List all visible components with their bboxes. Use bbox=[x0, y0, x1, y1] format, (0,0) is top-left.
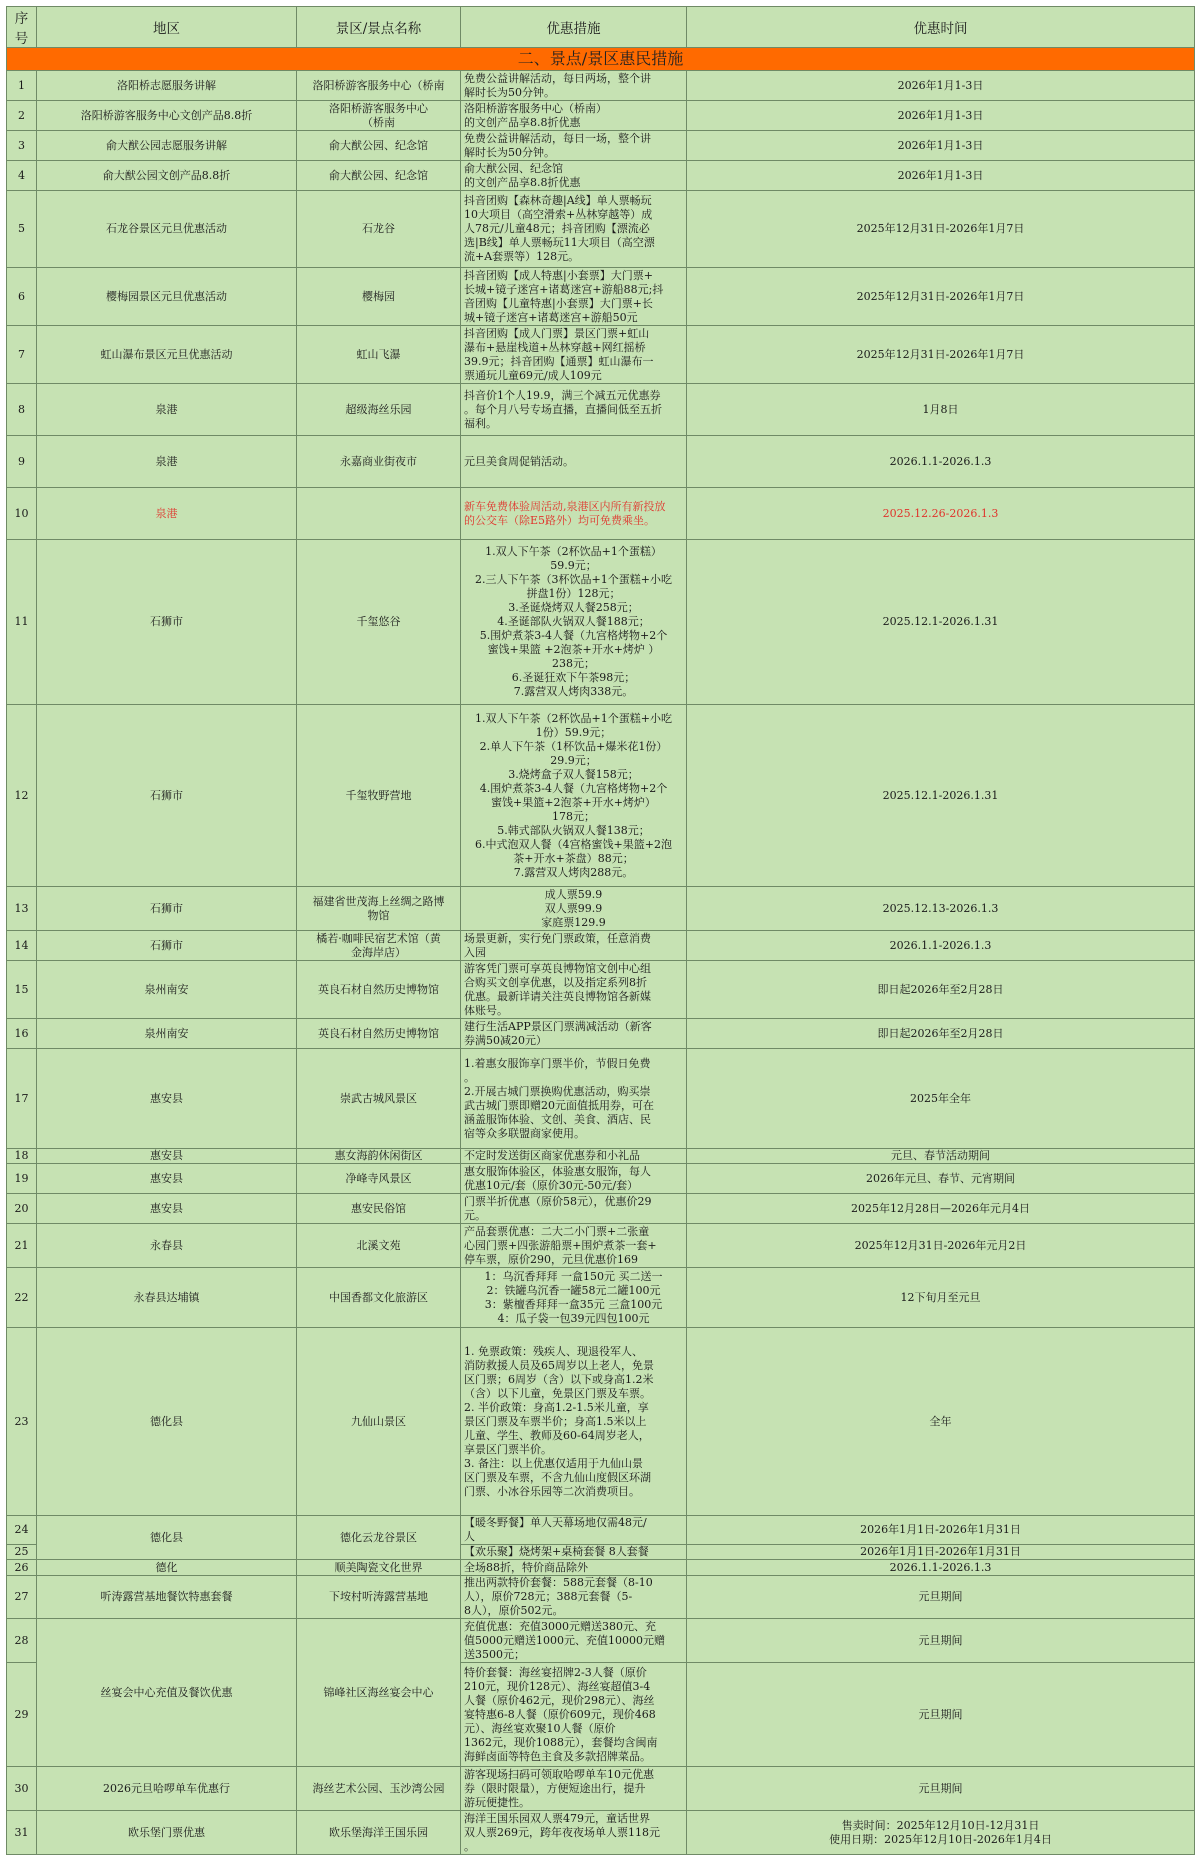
title-row bbox=[7, 48, 1195, 71]
cell-time[interactable]: 全年 bbox=[687, 1328, 1195, 1516]
cell-region[interactable]: 樱梅园景区元旦优惠活动 bbox=[37, 268, 297, 326]
cell-time[interactable]: 2025年12月31日-2026年1月7日 bbox=[687, 326, 1195, 384]
discount-table bbox=[6, 6, 1195, 1855]
cell-measure[interactable]: 不定时发送街区商家优惠券和小礼品 bbox=[461, 1149, 687, 1164]
table-row bbox=[7, 1268, 1195, 1328]
cell-spot[interactable]: 北溪文苑 bbox=[297, 1224, 461, 1268]
cell-time[interactable]: 2025.12.13-2026.1.3 bbox=[687, 887, 1195, 931]
cell-time[interactable]: 2026年元旦、春节、元宵期间 bbox=[687, 1164, 1195, 1194]
header-spot: 景区/景点名称 bbox=[297, 7, 461, 48]
cell-region[interactable]: 德化 bbox=[37, 1560, 297, 1576]
cell-spot[interactable]: 海丝艺术公园、玉沙湾公园 bbox=[297, 1767, 461, 1811]
cell-region[interactable]: 听涛露营基地餐饮特惠套餐 bbox=[37, 1576, 297, 1619]
cell-region[interactable]: 俞大猷公园文创产品8.8折 bbox=[37, 161, 297, 191]
cell-measure[interactable]: 海洋王国乐园双人票479元，童话世界 双人票269元，跨年夜夜场单人票118元 。 bbox=[461, 1811, 687, 1855]
cell-measure[interactable]: 抖音团购【成人门票】景区门票+虹山 瀑布+悬崖栈道+丛林穿越+网红摇桥 39.9元；抖音团购【通票】虹山瀑布一 票通玩儿童69元/成人109元 bbox=[461, 326, 687, 384]
cell-region[interactable]: 石龙谷景区元旦优惠活动 bbox=[37, 191, 297, 268]
cell-region[interactable]: 泉港 bbox=[37, 436, 297, 488]
cell-no[interactable]: 16 bbox=[7, 1019, 37, 1049]
table-row bbox=[7, 705, 1195, 887]
table-row bbox=[7, 326, 1195, 384]
table-row bbox=[7, 384, 1195, 436]
cell-spot[interactable]: 石龙谷 bbox=[297, 191, 461, 268]
cell-no[interactable]: 15 bbox=[7, 961, 37, 1019]
cell-time[interactable]: 元旦期间 bbox=[687, 1663, 1195, 1767]
cell-time[interactable]: 2026年1月1-3日 bbox=[687, 161, 1195, 191]
cell-region[interactable]: 洛阳桥游客服务中心文创产品8.8折 bbox=[37, 101, 297, 131]
table-row bbox=[7, 71, 1195, 101]
cell-measure[interactable]: 抖音团购【森林奇趣|A线】单人票畅玩 10大项目（高空滑索+丛林穿越等）成 人78元/儿童48元；抖音团购【漂流必 选|B线】单人票畅玩11大项目（高空漂 流+A套票等）128元。 bbox=[461, 191, 687, 268]
cell-no[interactable]: 29 bbox=[7, 1663, 37, 1767]
cell-no[interactable]: 13 bbox=[7, 887, 37, 931]
cell-region[interactable]: 丝宴会中心充值及餐饮优惠 bbox=[37, 1619, 297, 1767]
cell-region[interactable]: 惠安县 bbox=[37, 1164, 297, 1194]
cell-no[interactable]: 11 bbox=[7, 540, 37, 705]
cell-time[interactable]: 2025年12月31日-2026年元月2日 bbox=[687, 1224, 1195, 1268]
cell-region[interactable]: 石狮市 bbox=[37, 931, 297, 961]
cell-measure[interactable]: 全场88折，特价商品除外 bbox=[461, 1560, 687, 1576]
cell-time[interactable]: 2025年12月31日-2026年1月7日 bbox=[687, 191, 1195, 268]
cell-spot[interactable]: 洛阳桥游客服务中心（桥南 bbox=[297, 71, 461, 101]
sheet-title: 二、景点/景区惠民措施 bbox=[7, 48, 1195, 71]
cell-region[interactable]: 惠安县 bbox=[37, 1049, 297, 1149]
table-row bbox=[7, 1149, 1195, 1164]
cell-no[interactable]: 8 bbox=[7, 384, 37, 436]
cell-time[interactable]: 元旦、春节活动期间 bbox=[687, 1149, 1195, 1164]
cell-no[interactable]: 17 bbox=[7, 1049, 37, 1149]
table-row bbox=[7, 101, 1195, 131]
cell-region[interactable]: 石狮市 bbox=[37, 540, 297, 705]
cell-no[interactable]: 30 bbox=[7, 1767, 37, 1811]
cell-no[interactable]: 26 bbox=[7, 1560, 37, 1576]
cell-time[interactable]: 即日起2026年至2月28日 bbox=[687, 961, 1195, 1019]
cell-measure[interactable]: 充值优惠：充值3000元赠送380元、充 值5000元赠送1000元、充值10000元赠 送3500元； bbox=[461, 1619, 687, 1663]
cell-spot[interactable]: 崇武古城风景区 bbox=[297, 1049, 461, 1149]
cell-time[interactable]: 即日起2026年至2月28日 bbox=[687, 1019, 1195, 1049]
cell-spot[interactable]: 中国香都文化旅游区 bbox=[297, 1268, 461, 1328]
cell-spot[interactable]: 橘若·咖啡民宿艺术馆（黄 金海岸店） bbox=[297, 931, 461, 961]
spreadsheet bbox=[6, 6, 1194, 1855]
cell-region[interactable]: 2026元旦哈啰单车优惠行 bbox=[37, 1767, 297, 1811]
cell-time[interactable]: 2026年1月1-3日 bbox=[687, 131, 1195, 161]
cell-measure[interactable]: 1. 免票政策：残疾人、现退役军人、 消防救援人员及65周岁以上老人，免景 区门票；6周岁（含）以下或身高1.2米 （含）以下儿童，免景区门票及车票。 2. 半价政策：身高1.2-1.5米儿童，享 景区门票及车票半价；身高1.5米以上 儿童、学生、教师及60-64周岁老人， 享景区门票半价。 3. 备注：以上优惠仅适用于九仙山景 区门票及车票，不含九仙山度假区环湖 门票、小冰谷乐园等二次消费项目。 bbox=[461, 1328, 687, 1516]
cell-measure[interactable]: 特价套餐：海丝宴招牌2-3人餐（原价 210元，现价128元）、海丝宴超值3-4 人餐（原价462元，现价298元）、海丝 宴特惠6-8人餐（原价609元，现价468 元）、海丝宴欢聚10人餐（原价 1362元，现价1088元），套餐均含闽南 海鲜卤面等特色主食及多款招牌菜品。 bbox=[461, 1663, 687, 1767]
header-no: 序 号 bbox=[7, 7, 37, 48]
cell-region[interactable]: 泉港 bbox=[37, 488, 297, 540]
cell-time[interactable]: 2026.1.1-2026.1.3 bbox=[687, 436, 1195, 488]
cell-region[interactable]: 惠安县 bbox=[37, 1149, 297, 1164]
cell-no[interactable]: 25 bbox=[7, 1545, 37, 1560]
cell-no[interactable]: 28 bbox=[7, 1619, 37, 1663]
table-row bbox=[7, 1019, 1195, 1049]
cell-spot[interactable]: 俞大猷公园、纪念馆 bbox=[297, 131, 461, 161]
cell-measure[interactable]: 抖音价1个人19.9，满三个减五元优惠券 。每个月八号专场直播，直播间低至五折 福利。 bbox=[461, 384, 687, 436]
table-row bbox=[7, 436, 1195, 488]
cell-region[interactable]: 欧乐堡门票优惠 bbox=[37, 1811, 297, 1855]
table-row bbox=[7, 1576, 1195, 1619]
table-row bbox=[7, 1767, 1195, 1811]
cell-spot[interactable]: 俞大猷公园、纪念馆 bbox=[297, 161, 461, 191]
cell-no[interactable]: 12 bbox=[7, 705, 37, 887]
cell-time[interactable]: 2025.12.26-2026.1.3 bbox=[687, 488, 1195, 540]
cell-time[interactable]: 2025.12.1-2026.1.31 bbox=[687, 705, 1195, 887]
cell-measure[interactable]: 成人票59.9 双人票99.9 家庭票129.9 bbox=[461, 887, 687, 931]
cell-region[interactable]: 泉州南安 bbox=[37, 1019, 297, 1049]
cell-no[interactable]: 14 bbox=[7, 931, 37, 961]
cell-spot[interactable]: 净峰寺风景区 bbox=[297, 1164, 461, 1194]
cell-no[interactable]: 31 bbox=[7, 1811, 37, 1855]
cell-spot[interactable]: 惠女海韵休闲街区 bbox=[297, 1149, 461, 1164]
cell-no[interactable]: 7 bbox=[7, 326, 37, 384]
cell-no[interactable]: 6 bbox=[7, 268, 37, 326]
table-row bbox=[7, 131, 1195, 161]
cell-spot[interactable]: 超级海丝乐园 bbox=[297, 384, 461, 436]
cell-time[interactable]: 元旦期间 bbox=[687, 1767, 1195, 1811]
cell-no[interactable]: 9 bbox=[7, 436, 37, 488]
cell-spot[interactable]: 洛阳桥游客服务中心 （桥南 bbox=[297, 101, 461, 131]
cell-time[interactable]: 售卖时间：2025年12月10日-12月31日 使用日期：2025年12月10日-2026年1月4日 bbox=[687, 1811, 1195, 1855]
cell-time[interactable]: 12下旬月至元旦 bbox=[687, 1268, 1195, 1328]
table-row bbox=[7, 1516, 1195, 1545]
cell-measure[interactable]: 免费公益讲解活动，每日两场，整个讲 解时长为50分钟。 bbox=[461, 71, 687, 101]
table-row bbox=[7, 1194, 1195, 1224]
cell-no[interactable]: 19 bbox=[7, 1164, 37, 1194]
cell-measure[interactable]: 推出两款特价套餐：588元套餐（8-10 人），原价728元；388元套餐（5- 8人），原价502元。 bbox=[461, 1576, 687, 1619]
cell-time[interactable]: 2026.1.1-2026.1.3 bbox=[687, 931, 1195, 961]
table-row bbox=[7, 1224, 1195, 1268]
cell-region[interactable]: 德化县 bbox=[37, 1328, 297, 1516]
cell-region[interactable]: 惠安县 bbox=[37, 1194, 297, 1224]
cell-time[interactable]: 2026年1月1-3日 bbox=[687, 101, 1195, 131]
cell-measure[interactable]: 游客现场扫码可领取哈啰单车10元优惠 券（限时限量），方便短途出行，提升 游玩便捷性。 bbox=[461, 1767, 687, 1811]
header-region: 地区 bbox=[37, 7, 297, 48]
cell-measure[interactable]: 【暖冬野餐】单人天幕场地仅需48元/ 人 bbox=[461, 1516, 687, 1545]
cell-measure[interactable]: 1.双人下午茶（2杯饮品+1个蛋糕） 59.9元； 2.三人下午茶（3杯饮品+1个蛋糕+小吃 拼盘1份）128元； 3.圣诞烧烤双人餐258元； 4.圣诞部队火锅双人餐188元； 5.围炉煮茶3-4人餐（九宫格烤物+2个 蜜饯+果篮 +2泡茶+开水+烤炉 ） 238元； 6.圣诞狂欢下午茶98元； 7.露营双人烤肉338元。 bbox=[461, 540, 687, 705]
cell-measure[interactable]: 门票半折优惠（原价58元），优惠价29 元。 bbox=[461, 1194, 687, 1224]
cell-measure[interactable]: 1.着惠女服饰享门票半价，节假日免费 。 2.开展古城门票换购优惠活动，购买崇 武古城门票即赠20元面值抵用券，可在 涵盖服饰体验、文创、美食、酒店、民 宿等众多联盟商家使用。 bbox=[461, 1049, 687, 1149]
header-measure: 优惠措施 bbox=[461, 7, 687, 48]
table-row bbox=[7, 1164, 1195, 1194]
cell-region[interactable]: 泉州南安 bbox=[37, 961, 297, 1019]
header-time: 优惠时间 bbox=[687, 7, 1195, 48]
cell-spot[interactable]: 福建省世茂海上丝绸之路博 物馆 bbox=[297, 887, 461, 931]
table-row bbox=[7, 1049, 1195, 1149]
table-row bbox=[7, 540, 1195, 705]
table-row bbox=[7, 191, 1195, 268]
cell-region[interactable]: 俞大猷公园志愿服务讲解 bbox=[37, 131, 297, 161]
table-row bbox=[7, 1811, 1195, 1855]
cell-no[interactable]: 22 bbox=[7, 1268, 37, 1328]
table-row bbox=[7, 1560, 1195, 1576]
cell-time[interactable]: 元旦期间 bbox=[687, 1576, 1195, 1619]
cell-time[interactable]: 2025年12月28日—2026年元月4日 bbox=[687, 1194, 1195, 1224]
cell-spot[interactable]: 九仙山景区 bbox=[297, 1328, 461, 1516]
cell-spot[interactable]: 樱梅园 bbox=[297, 268, 461, 326]
table-row bbox=[7, 887, 1195, 931]
cell-measure[interactable]: 建行生活APP景区门票满减活动（新客 券满50减20元） bbox=[461, 1019, 687, 1049]
cell-time[interactable]: 2026年1月1-3日 bbox=[687, 71, 1195, 101]
cell-no[interactable]: 27 bbox=[7, 1576, 37, 1619]
cell-measure[interactable]: 新车免费体验周活动,泉港区内所有新投放 的公交车（除E5路外）均可免费乘坐。 bbox=[461, 488, 687, 540]
table-row bbox=[7, 161, 1195, 191]
cell-spot[interactable]: 锦峰社区海丝宴会中心 bbox=[297, 1619, 461, 1767]
cell-time[interactable]: 元旦期间 bbox=[687, 1619, 1195, 1663]
cell-measure[interactable]: 洛阳桥游客服务中心（桥南） 的文创产品享8.8折优惠 bbox=[461, 101, 687, 131]
cell-measure[interactable]: 抖音团购【成人特惠|小套票】大门票+ 长城+镜子迷宫+诸葛迷宫+游船88元;抖 音团购【儿童特惠|小套票】大门票+长 城+镜子迷宫+诸葛迷宫+游船50元 bbox=[461, 268, 687, 326]
cell-spot[interactable]: 欧乐堡海洋王国乐园 bbox=[297, 1811, 461, 1855]
cell-no[interactable]: 20 bbox=[7, 1194, 37, 1224]
cell-measure[interactable]: 【欢乐聚】烧烤架+桌椅套餐 8人套餐 bbox=[461, 1545, 687, 1560]
cell-time[interactable]: 1月8日 bbox=[687, 384, 1195, 436]
cell-no[interactable]: 21 bbox=[7, 1224, 37, 1268]
cell-time[interactable]: 2025.12.1-2026.1.31 bbox=[687, 540, 1195, 705]
cell-measure[interactable]: 俞大猷公园、纪念馆 的文创产品享8.8折优惠 bbox=[461, 161, 687, 191]
cell-time[interactable]: 2026年1月1日-2026年1月31日 bbox=[687, 1516, 1195, 1545]
cell-measure[interactable]: 1.双人下午茶（2杯饮品+1个蛋糕+小吃 1份）59.9元； 2.单人下午茶（1杯饮品+爆米花1份） 29.9元； 3.烧烤盒子双人餐158元； 4.围炉煮茶3-4人餐（九宫格烤物+2个 蜜饯+果篮+2泡茶+开水+烤炉） 178元； 5.韩式部队火锅双人餐138元； 6.中式泡双人餐（4宫格蜜饯+果篮+2泡 茶+开水+茶盘）88元； 7.露营双人烤肉288元。 bbox=[461, 705, 687, 887]
cell-measure[interactable]: 游客凭门票可享英良博物馆文创中心组 合购买文创享优惠，以及指定系列8折 优惠。最新详请关注英良博物馆各新媒 体账号。 bbox=[461, 961, 687, 1019]
cell-spot[interactable]: 惠安民俗馆 bbox=[297, 1194, 461, 1224]
table-row bbox=[7, 1328, 1195, 1516]
cell-region[interactable]: 虹山瀑布景区元旦优惠活动 bbox=[37, 326, 297, 384]
table-row bbox=[7, 961, 1195, 1019]
cell-no[interactable]: 18 bbox=[7, 1149, 37, 1164]
cell-no[interactable]: 24 bbox=[7, 1516, 37, 1545]
cell-no[interactable]: 4 bbox=[7, 161, 37, 191]
cell-spot[interactable]: 英良石材自然历史博物馆 bbox=[297, 961, 461, 1019]
cell-region[interactable]: 永春县达埔镇 bbox=[37, 1268, 297, 1328]
cell-spot[interactable]: 下垵村听涛露营基地 bbox=[297, 1576, 461, 1619]
cell-spot[interactable]: 虹山飞瀑 bbox=[297, 326, 461, 384]
cell-spot[interactable]: 德化云龙谷景区 bbox=[297, 1516, 461, 1560]
cell-spot[interactable]: 千玺悠谷 bbox=[297, 540, 461, 705]
cell-region[interactable]: 德化县 bbox=[37, 1516, 297, 1560]
cell-spot[interactable]: 顺美陶瓷文化世界 bbox=[297, 1560, 461, 1576]
cell-time[interactable]: 2025年全年 bbox=[687, 1049, 1195, 1149]
cell-measure[interactable]: 场景更新，实行免门票政策，任意消费 入园 bbox=[461, 931, 687, 961]
cell-spot[interactable]: 永嘉商业街夜市 bbox=[297, 436, 461, 488]
cell-no[interactable]: 5 bbox=[7, 191, 37, 268]
cell-region[interactable]: 洛阳桥志愿服务讲解 bbox=[37, 71, 297, 101]
cell-measure[interactable]: 免费公益讲解活动，每日一场，整个讲 解时长为50分钟。 bbox=[461, 131, 687, 161]
cell-no[interactable]: 3 bbox=[7, 131, 37, 161]
cell-region[interactable]: 泉港 bbox=[37, 384, 297, 436]
cell-spot[interactable] bbox=[297, 488, 461, 540]
table-row bbox=[7, 488, 1195, 540]
cell-no[interactable]: 2 bbox=[7, 101, 37, 131]
table-row bbox=[7, 931, 1195, 961]
cell-measure[interactable]: 1：乌沉香拜拜 一盒150元 买二送一 2：铁罐乌沉香一罐58元二罐100元 3：紫檀香拜拜一盒35元 三盒100元 4：瓜子袋一包39元四包100元 bbox=[461, 1268, 687, 1328]
cell-time[interactable]: 2026年1月1日-2026年1月31日 bbox=[687, 1545, 1195, 1560]
cell-measure[interactable]: 元旦美食周促销活动。 bbox=[461, 436, 687, 488]
cell-spot[interactable]: 千玺牧野营地 bbox=[297, 705, 461, 887]
cell-spot[interactable]: 英良石材自然历史博物馆 bbox=[297, 1019, 461, 1049]
table-row bbox=[7, 1619, 1195, 1663]
cell-measure[interactable]: 产品套票优惠：二大二小门票+二张童 心园门票+四张游船票+围炉煮茶一套+ 停车票，原价290，元旦优惠价169 bbox=[461, 1224, 687, 1268]
cell-region[interactable]: 石狮市 bbox=[37, 887, 297, 931]
cell-region[interactable]: 永春县 bbox=[37, 1224, 297, 1268]
header-row bbox=[7, 7, 1195, 48]
cell-region[interactable]: 石狮市 bbox=[37, 705, 297, 887]
cell-time[interactable]: 2026.1.1-2026.1.3 bbox=[687, 1560, 1195, 1576]
cell-measure[interactable]: 惠女服饰体验区，体验惠女服饰，每人 优惠10元/套（原价30元-50元/套） bbox=[461, 1164, 687, 1194]
cell-no[interactable]: 23 bbox=[7, 1328, 37, 1516]
cell-time[interactable]: 2025年12月31日-2026年1月7日 bbox=[687, 268, 1195, 326]
cell-no[interactable]: 10 bbox=[7, 488, 37, 540]
table-row bbox=[7, 268, 1195, 326]
cell-no[interactable]: 1 bbox=[7, 71, 37, 101]
